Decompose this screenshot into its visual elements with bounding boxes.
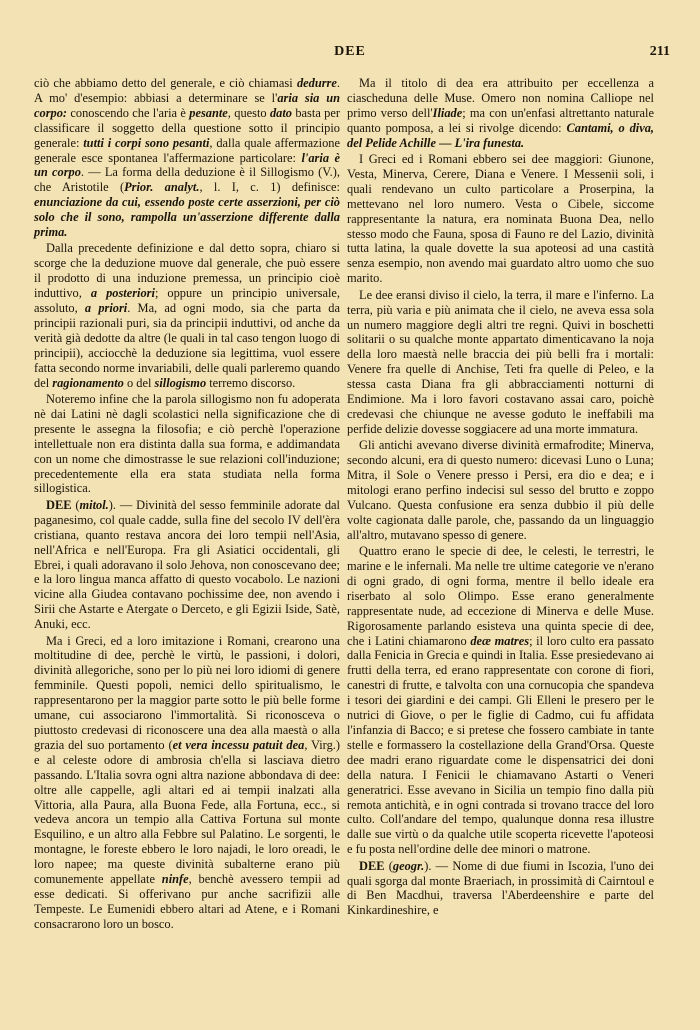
emphasis-text: deæ matres	[470, 633, 530, 648]
right-column	[347, 76, 654, 918]
text-run: , questo	[227, 105, 270, 120]
text-run: ; oppure un principio universale, assoluto,	[34, 286, 340, 316]
text-run: basta per classificare il soggetto della questione sotto il principio generale:	[34, 105, 340, 150]
paragraph	[347, 152, 654, 286]
emphasis-text: l'aria è un corpo	[34, 150, 340, 180]
paragraph	[34, 498, 340, 632]
page-number: 211	[649, 44, 670, 59]
text-run: , l. I, c. 1) definisce:	[199, 180, 341, 195]
text-run: , dalla quale affermazione generale esce spontanea l'affermazione particolare:	[34, 135, 340, 165]
text-run: terremo discorso.	[206, 375, 296, 390]
emphasis-text: enunciazione da cui, essendo poste certe asserzioni, per ciò solo che il sono, rampolla un'asserzione differente dalla prima.	[34, 195, 340, 240]
text-run: . Ma, ad ogni modo, sia che parta da principii razionali puri, sia da principii induttivi, od anche da verità già dedotte da altre (le quali in tal caso tengon luogo di principii), acciocchè la deduzione sia legittima, vuol essere fatta secondo norme invariabili, delle quali parleremo quando del	[34, 301, 341, 390]
text-run: Ma i Greci, ed a loro imitazione i Romani, crearono una moltitudine di dee, perchè le virtù, le passioni, i dolori, divinità allegoriche, sono per lo più nei loro idiomi di genere femminile. Questi popoli, nemici dello spiritualismo, le rappresentarono per la maggior parte sotto le più belle forme umane, cui associarono l'immortalità. Si riconosceva o piuttosto credevasi di riconoscere una dea alla maestà o alla grazia del suo portamento (	[34, 633, 340, 752]
paragraph	[34, 634, 340, 932]
text-run: Le dee eransi diviso il cielo, la terra, il mare e l'inferno. La terra, più varia e più animata che il cielo, ne aveva essa sola un numero maggiore degli altri tre regni. Quivi in boschetti solitarii o su qualche monte appartato dimenticavano la noja della loro maestà nelle braccia dei più belli fra i mortali: Venere fra quelle di Anchise, Teti fra quelle di Peleo, e la stessa casta Diana fra gli abbracciamenti notturni di Endimione. Ma i loro favori costavano assai caro, poichè credevasi che chiunque ne avesse goduto le ineffabili ma perfide delizie dovesse soggiacere ad una morte immatura.	[347, 287, 654, 436]
text-run: ). — Divinità del sesso femminile adorate dal paganesimo, col quale cadde, sulla fine del secolo IV dell'èra cristiana, quanto restava ancora dei loro tempii nell'Asia, nell'Africa e nell'Europa. Fra gli Asiatici occidentali, gli Ebrei, i quali adoravano il solo Jehova, non conoscevano dee; e la loro lingua manca affatto di questo vocabolo. Le nazioni vicine alla Giudea contavano pochissime dee, non avendo i Sirii che Astarte e Atergate o Derceto, e gli Egizii Iside, Satè, Anuki, ecc.	[34, 497, 340, 632]
emphasis-text: dato	[269, 105, 292, 120]
emphasis-text: aria sia un corpo:	[34, 90, 341, 120]
emphasis-text: Cantami, o diva, del Pelide Achille — L'ira funesta.	[347, 120, 654, 150]
entry-headword: DEE	[359, 858, 385, 873]
paragraph	[34, 241, 340, 390]
text-run: ciò che abbiamo detto del generale, e ciò chiamasi	[34, 76, 297, 90]
left-column	[34, 76, 340, 932]
paragraph	[347, 76, 654, 151]
emphasis-text: sillogismo	[154, 375, 207, 390]
text-run: o del	[123, 375, 155, 390]
text-run: Dalla precedente definizione e dal detto sopra, chiaro si scorge che la deduzione muove dal generale, che può essere il prodotto di una induzione premessa, un principio cioè induttivo,	[34, 241, 340, 301]
text-run: Noteremo infine che la parola sillogismo non fu adoperata nè dai Latini nè dagli scolastici nella significazione che di presente le assegna la filosofia; e ciò perchè l'operazione intellettuale non era distinta dalla sua forma, e addimandata con un nome che dimostrasse le sue relazioni coll'induzione; precedentemente ella era stata studiata nella forma sillogistica.	[34, 392, 340, 496]
text-run: Gli antichi avevano diverse divinità ermafrodite; Minerva, secondo alcuni, era di questo numero: dicevasi Luno o Luna; Mitra, il Sole o Venere presso i Persi, era dio e dea; e i mitologi erano perfino indecisi sul sesso del brutto e zoppo Vulcano. Questa confusione era senza dubbio il più delle volte cagionata dalle parole, che, passando da un linguaggio all'altro, mutavano spesso di genere.	[347, 438, 654, 542]
emphasis-text: tutti i corpi sono pesanti	[83, 135, 210, 150]
emphasis-text: Prior. analyt.	[124, 180, 200, 195]
text-run: Quattro erano le specie di dee, le celesti, le terrestri, le marine e le infernali. Ma nelle tre ultime categorie ve n'erano di ogni grado, di ogni forma, mentre il bello ideale era riserbato al solo Olimpo. Esse erano generalmente rappresentate nude, ad eccezione di Minerva e delle Muse. Rigorosamente parlando esisteva una quinta specie di dee, che i Latini chiamarono	[347, 544, 654, 648]
emphasis-text: ninfe	[161, 872, 189, 887]
paragraph	[347, 859, 654, 919]
emphasis-text: et vera incessu patuit dea	[172, 737, 305, 752]
emphasis-text: dedurre	[296, 76, 337, 90]
paragraph	[347, 544, 654, 857]
text-run: . — La forma della deduzione è il Sillogismo (V.), che Aristotile (	[34, 165, 340, 195]
emphasis-text: Iliade	[432, 105, 463, 120]
text-run: ; il loro culto era passato dalla Fenicia in Grecia e quindi in Italia. Esse presiedevano ai frutti della terra, ed erano rappresentate con corone di fiori, canestri di frutte, e talvolta con una cornucopia che spandeva i tesori dei giardini e dei campi. Gli Elleni le presero per le nutrici di Giove, o per le figlie di Cadmo, cui fu affidata l'infanzia di Bacco; e si pretese che fossero cambiate in tante stelle e formassero la costellazione della Grand'Orsa. Queste dee madri erano riguardate come le dispensatrici dei doni della natura. I Fenicii le chiamavano Astarti o Veneri generatrici. Esse avevano in Sicilia un tempio fino dalla più remota antichità, e in ogni contrada si trovano tracce del loro culto. Coll'andare del tempo, qualunque donna resa illustre dalle sue virtù o da qualche utile scoperta ricevette l'apoteosi e fu posta nell'ordine delle dee minori o matrone.	[347, 633, 654, 857]
running-head	[30, 44, 670, 66]
text-run: , benchè avessero tempii ad esse dedicati. Si offerivano pur anche sacrifizii alle Tempeste. Le Eumenidi ebbero altari ad Atene, e i Romani consacrarono loro un bosco.	[34, 872, 340, 931]
text-run: Ma il titolo di dea era attribuito per eccellenza a ciascheduna delle Muse. Omero non nomina Calliope nel primo verso dell'	[347, 76, 654, 120]
text-run: (	[384, 858, 393, 873]
text-run: ). — Nome di due fiumi in Iscozia, l'uno dei quali sgorga dal monte Braeriach, in prossimità di Cairntoul e di Ben Macdhui, traversa l'Aberdeenshire e parte del Kinkardineshire, e	[347, 858, 654, 918]
emphasis-text: a posteriori	[90, 286, 155, 301]
text-run: I Greci ed i Romani ebbero sei dee maggiori: Giunone, Vesta, Minerva, Cerere, Diana e Venere. I Messenii soli, i quali rendevano un culto particolare a Proserpina, la mettevano nel loro numero. Vesta o Cibele, siccome rappresentante la natura, era nominata Buona Dea, nello stesso modo che Fauna, sposa di Fauno re del Lazio, divinità tutta latina, la quale dovette la sua apoteosi ad una castità senza esempio, non avendo mai guardato altro uomo che suo marito.	[347, 152, 654, 286]
text-run: . A mo' d'esempio: abbiasi a determinare se l'	[34, 76, 340, 105]
paragraph	[347, 288, 654, 437]
entry-headword: DEE	[46, 497, 72, 512]
emphasis-text: geogr.	[392, 858, 425, 873]
emphasis-text: pesante	[189, 105, 228, 120]
text-run: ; ma con un'enfasi altrettanto naturale quanto pomposa, a lei si rivolge dicendo:	[347, 105, 655, 135]
emphasis-text: ragionamento	[52, 375, 124, 390]
text-run: (	[71, 497, 80, 512]
text-run: , Virg.) e al celeste odore di ambrosia ch'ella si lasciava dietro passando. L'Italia sovra ogni altra nazione abbondava di dee: oltre alle cappelle, agli altari ed ai tempii inalzati alla Vittoria, alla Paura, alla Buona Fede, alla Fortuna, ecc., si vedeva ancora un tempio alla Cattiva Fortuna sul monte Esquilino, e un altro alla Febbre sul Palatino. Le sorgenti, le montagne, le foreste ebbero le loro najadi, le loro oreadi, le loro napee; ma queste divinità subalterne erano più comunemente appellate	[34, 737, 341, 887]
paragraph	[34, 76, 340, 240]
emphasis-text: mitol.	[79, 497, 109, 512]
running-title: DEE	[334, 44, 366, 59]
paragraph	[347, 438, 654, 542]
text-run: conoscendo che l'aria è	[67, 105, 190, 120]
paragraph	[34, 392, 340, 496]
emphasis-text: a priori	[84, 301, 128, 316]
